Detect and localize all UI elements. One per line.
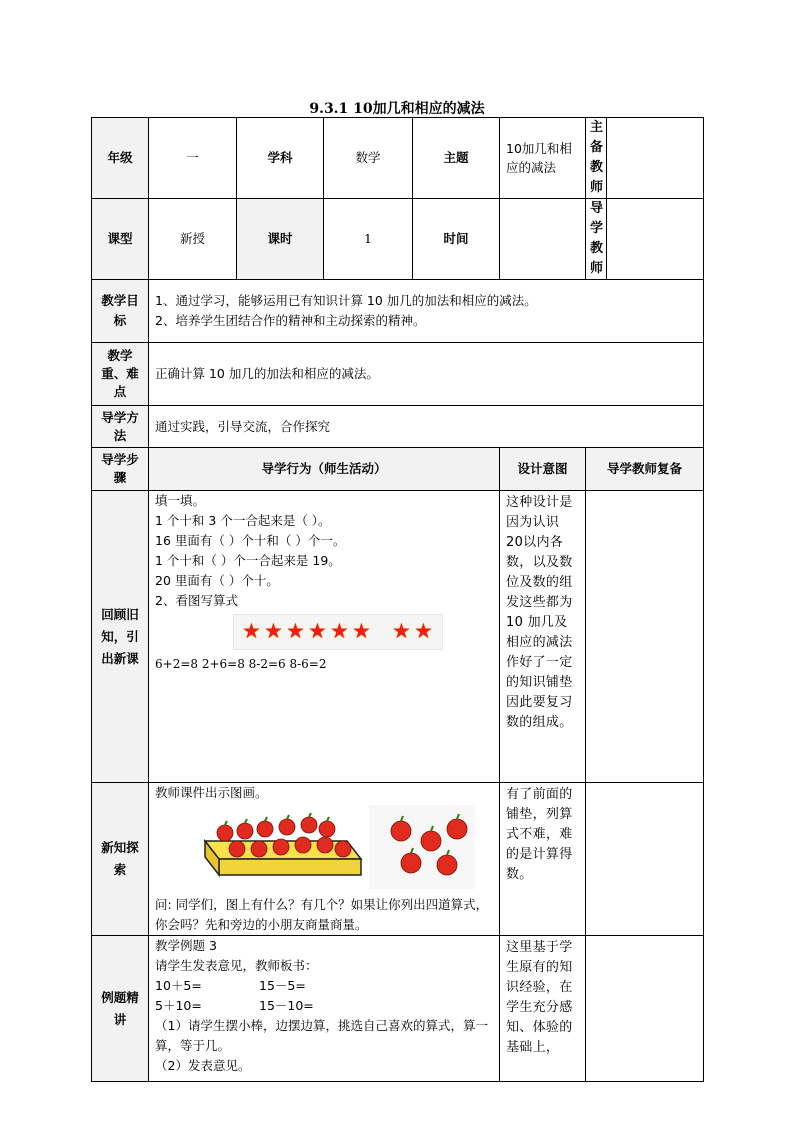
review-notes	[586, 491, 704, 783]
review-line: 16 里面有（ ）个十和（ ）个一。	[155, 533, 346, 548]
example-notes	[586, 936, 704, 1082]
keypoints-label: 教学重、难点	[92, 343, 149, 406]
apple-basket-icon	[203, 805, 363, 891]
lead-teacher-value	[607, 118, 704, 199]
goals-label: 教学目标	[92, 280, 149, 343]
example-eq: 5＋10=	[155, 998, 202, 1013]
explore-label: 新知探索	[92, 783, 149, 936]
lesson-plan-table	[91, 117, 704, 1082]
review-line: 2、看图写算式	[155, 593, 238, 608]
explore-content	[149, 783, 500, 936]
example-eq-row	[155, 996, 493, 1016]
lead-teacher-label: 主备教师	[586, 118, 607, 199]
topic-label: 主题	[413, 118, 500, 199]
review-content	[149, 491, 500, 783]
explore-intro: 教师课件出示图画。	[155, 785, 268, 800]
example-eq: 10＋5=	[155, 978, 202, 993]
star-icon: ★	[264, 619, 283, 643]
star-icon: ★	[352, 619, 371, 643]
review-line: 20 里面有（ ）个十。	[155, 573, 279, 588]
apples-icon	[369, 805, 475, 889]
star-icon: ★	[242, 619, 261, 643]
example-eq: 15－10=	[259, 998, 314, 1013]
intent-header: 设计意图	[500, 448, 586, 491]
topic-value: 10加几和相应的减法	[500, 118, 586, 199]
time-value	[500, 199, 586, 280]
time-label: 时间	[413, 199, 500, 280]
example-label: 例题精讲	[92, 936, 149, 1082]
guide-teacher-value	[607, 199, 704, 280]
method-label: 导学方法	[92, 406, 149, 448]
review-line: 1 个十和 3 个一合起来是（ ）。	[155, 513, 331, 528]
goal-item: 1、通过学习，能够运用已有知识计算 10 加几的加法和相应的减法。	[155, 293, 537, 308]
steps-label: 导学步骤	[92, 448, 149, 491]
keypoints-text: 正确计算 10 加几的加法和相应的减法。	[149, 343, 704, 406]
example-line: （1）请学生摆小棒，边摆边算，挑选自己喜欢的算式，算一算，等于几。	[155, 1018, 488, 1053]
goals-content	[149, 280, 704, 343]
grade-label: 年级	[92, 118, 149, 199]
review-formulas: 6+2=8 2+6=8 8-2=6 8-6=2	[155, 657, 327, 671]
example-intent: 这里基于学生原有的知识经验，在学生充分感知、体验的基础上，	[500, 936, 586, 1082]
apples-image	[203, 805, 493, 893]
activity-header: 导学行为（师生活动）	[149, 448, 500, 491]
example-line: （2）发表意见。	[155, 1058, 251, 1073]
page-title: 9.3.1 10加几和相应的减法	[309, 101, 485, 117]
type-value: 新授	[149, 199, 237, 280]
period-value: 1	[324, 199, 413, 280]
explore-question: 问: 同学们，图上有什么？有几个？如果让你列出四道算式，你会吗？先和旁边的小朋友商量商量。	[155, 897, 489, 932]
type-label: 课型	[92, 199, 149, 280]
example-content	[149, 936, 500, 1082]
example-line: 教学例题 3	[155, 938, 217, 953]
star-icon: ★	[392, 619, 411, 643]
review-line: 填一填。	[155, 493, 206, 508]
star-icon: ★	[286, 619, 305, 643]
goal-item: 2、培养学生团结合作的精神和主动探索的精神。	[155, 313, 426, 328]
review-intent: 这种设计是因为认识 20以内各数，以及数位及数的组发这些都为 10 加几及相应的减法作好了一定的知识铺垫因此要复习数的组成。	[500, 491, 586, 783]
period-label: 课时	[237, 199, 324, 280]
review-line: 1 个十和（ ）个一合起来是 19。	[155, 553, 341, 568]
example-eq-row	[155, 976, 493, 996]
review-header: 导学教师复备	[586, 448, 704, 491]
grade-value: 一	[149, 118, 237, 199]
star-icon: ★	[330, 619, 349, 643]
example-line: 请学生发表意见，教师板书：	[155, 958, 318, 973]
explore-notes	[586, 783, 704, 936]
subject-label: 学科	[237, 118, 324, 199]
method-text: 通过实践，引导交流，合作探究	[149, 406, 704, 448]
stars-image	[233, 614, 443, 650]
subject-value: 数学	[324, 118, 413, 199]
guide-teacher-label: 导学教师	[586, 199, 607, 280]
example-eq: 15－5=	[259, 978, 306, 993]
review-label: 回顾旧知，引出新课	[92, 491, 149, 783]
star-icon: ★	[414, 619, 433, 643]
star-icon: ★	[308, 619, 327, 643]
explore-intent: 有了前面的铺垫，列算式不难，难的是计算得数。	[500, 783, 586, 936]
